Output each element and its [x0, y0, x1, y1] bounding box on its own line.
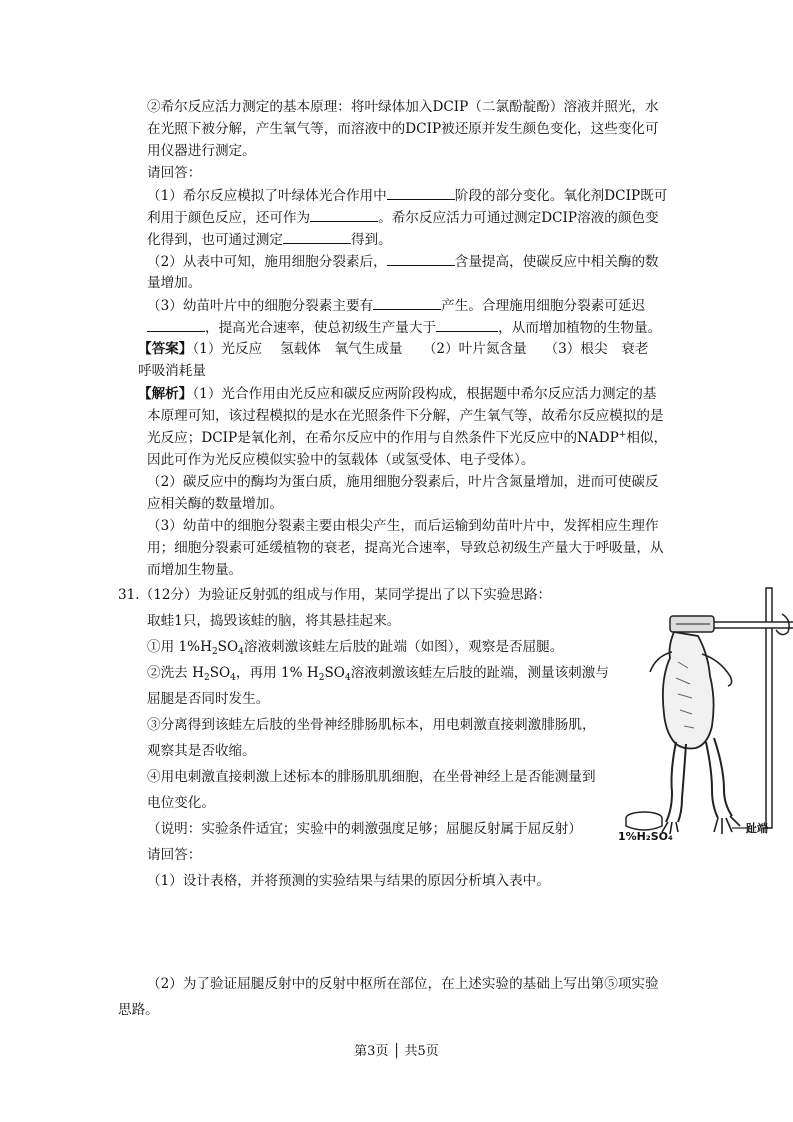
frog-illustration [614, 582, 793, 842]
q3-text-c: ，提高光合速率，使总初级生产量大于 [205, 320, 437, 336]
answer-blank[interactable] [436, 317, 498, 332]
step-3-line-2: 观察其是否收缩。 [147, 743, 256, 759]
q2-text-b: 含量提高，使碳反应中相关酶的数 [454, 254, 659, 270]
explanation-line-7: （3）幼苗中的细胞分裂素主要由根尖产生，而后运输到幼苗叶片中，发挥相应生理作 [147, 518, 659, 534]
ask-label-2: 请回答： [147, 847, 202, 863]
question-2-line-1 [147, 251, 659, 273]
q1-text-a: （1）希尔反应模拟了叶绿体光合作用中 [147, 188, 387, 204]
answer-blank[interactable] [373, 295, 441, 310]
ask-label: 请回答： [147, 165, 202, 181]
question-3-line-2 [147, 317, 661, 339]
question-2-line-2: 量增加。 [147, 275, 202, 291]
q3-text-a: （3）幼苗叶片中的细胞分裂素主要有 [147, 298, 374, 314]
answer-blank[interactable] [147, 317, 205, 332]
subscript: 4 [230, 673, 236, 683]
step-1 [147, 637, 563, 658]
page-footer: 第3页 │ 共5页 [354, 1044, 439, 1059]
toe-label: 趾端 [746, 822, 768, 835]
step-text: ，再用 1% H [235, 665, 319, 681]
question-1-line-2 [147, 207, 659, 229]
step-text: 溶液刺激该蛙左后肢的趾端，测量该刺激与 [350, 665, 609, 681]
answer-blank[interactable] [387, 251, 455, 266]
q2-text-a: （2）从表中可知，施用细胞分裂素后， [147, 254, 387, 270]
step-text: SO [209, 665, 231, 681]
subscript: 4 [344, 673, 351, 683]
explanation-text: 相似， [626, 430, 668, 446]
explanation-line-3 [147, 428, 667, 449]
subscript: 2 [211, 647, 218, 657]
explanation-line-5: （2）碳反应中的酶均为蛋白质，施用细胞分裂素后，叶片含氮量增加，进而可使碳反 [147, 474, 659, 490]
step-0: 取蛙1只，捣毁该蛙的脑，将其悬挂起来。 [147, 613, 401, 629]
acid-solution-label: 1%H₂SO₄ [618, 830, 673, 843]
frog-experiment-figure [614, 582, 793, 842]
principle-line-2: 在光照下被分解，产生氧气等，而溶液中的DCIP被还原并发生颜色变化，这些变化可 [147, 121, 659, 137]
step-text: SO [324, 665, 345, 681]
explanation-text: （1）光合作用由光反应和碳反应两阶段构成，根据题中希尔反应活力测定的基 [192, 386, 657, 402]
explanation-line-2: 本原理可知，该过程模拟的是水在光照条件下分解，产生氧气等，故希尔反应模拟的是 [147, 408, 664, 424]
q3-text-d: ，从而增加植物的生物量。 [498, 320, 662, 336]
q1-text-d: 。希尔反应活力可通过测定DCIP溶液的颜色变 [378, 210, 659, 226]
step-2-line-1 [147, 663, 609, 684]
explanation-text: 光反应；DCIP是氧化剂，在希尔反应中的作用与自然条件下光反应中的NADP [147, 430, 619, 446]
subscript: 2 [203, 673, 210, 683]
principle-line-3: 用仪器进行测定。 [147, 143, 256, 159]
answer-line-1 [138, 339, 648, 360]
step-text: ①用 1%H [147, 639, 212, 655]
step-4-line-2: 电位变化。 [147, 795, 215, 811]
experiment-note: （说明：实验条件适宜；实验中的刺激强度足够；屈腿反射属于屈反射） [147, 821, 582, 837]
q1-text-f: 得到。 [350, 232, 392, 248]
answer-label: 【答案】 [138, 341, 193, 357]
part-1-question: （1）设计表格，并将预测的实验结果与结果的原因分析填入表中。 [147, 873, 550, 889]
question-31-title: 31.（12分）为验证反射弧的组成与作用，某同学提出了以下实验思路： [118, 587, 552, 603]
step-2-line-2: 屈腿是否同时发生。 [147, 691, 270, 707]
step-3-line-1: ③分离得到该蛙左后肢的坐骨神经腓肠肌标本，用电刺激直接刺激腓肠肌， [147, 717, 596, 733]
answer-line-2: 呼吸消耗量 [138, 363, 206, 379]
question-1-line-3 [147, 229, 392, 251]
explanation-line-6: 应相关酶的数量增加。 [147, 496, 283, 512]
superscript: + [618, 430, 627, 440]
explanation-line-8: 用；细胞分裂素可延缓植物的衰老，提高光合速率，导致总初级生产量大于呼吸量，从 [147, 540, 664, 556]
question-1-line-1 [147, 185, 667, 207]
q1-text-b: 阶段的部分变化。氧化剂DCIP既可 [454, 188, 668, 204]
explanation-line-9: 而增加生物量。 [147, 562, 243, 578]
answer-blank[interactable] [387, 185, 455, 200]
part-2-question-line-1: （2）为了验证屈腿反射中的反射中枢所在部位，在上述实验的基础上写出第⑤项实验 [147, 976, 659, 992]
answer-blank[interactable] [283, 229, 351, 244]
q1-text-c: 利用于颜色反应，还可作为 [147, 210, 311, 226]
step-text: ②洗去 H [147, 665, 204, 681]
question-3-line-1 [147, 295, 645, 317]
part-2-question-line-2: 思路。 [118, 1002, 159, 1018]
subscript: 4 [238, 647, 244, 657]
answer-text: （1）光反应 氢载体 氧气生成量 （2）叶片氮含量 （3）根尖 衰老 [192, 341, 649, 357]
q1-text-e: 化得到，也可通过测定 [147, 232, 283, 248]
step-text: 溶液刺激该蛙左后肢的趾端（如图），观察是否屈腿。 [243, 639, 564, 655]
explanation-label: 【解析】 [138, 386, 193, 402]
explanation-line-1 [138, 384, 656, 405]
q3-text-b: 产生。合理施用细胞分裂素可延迟 [441, 298, 646, 314]
answer-blank[interactable] [310, 207, 378, 222]
principle-line-1: ②希尔反应活力测定的基本原理：将叶绿体加入DCIP（二氯酚靛酚）溶液并照光，水 [147, 99, 659, 115]
step-text: SO [217, 639, 239, 655]
subscript: 2 [318, 673, 325, 683]
step-4-line-1: ④用电刺激直接刺激上述标本的腓肠肌肌细胞，在坐骨神经上是否能测量到 [147, 769, 596, 785]
explanation-line-4: 因此可作为光反应模似实验中的氢载体（或氢受体、电子受体）。 [147, 452, 535, 468]
